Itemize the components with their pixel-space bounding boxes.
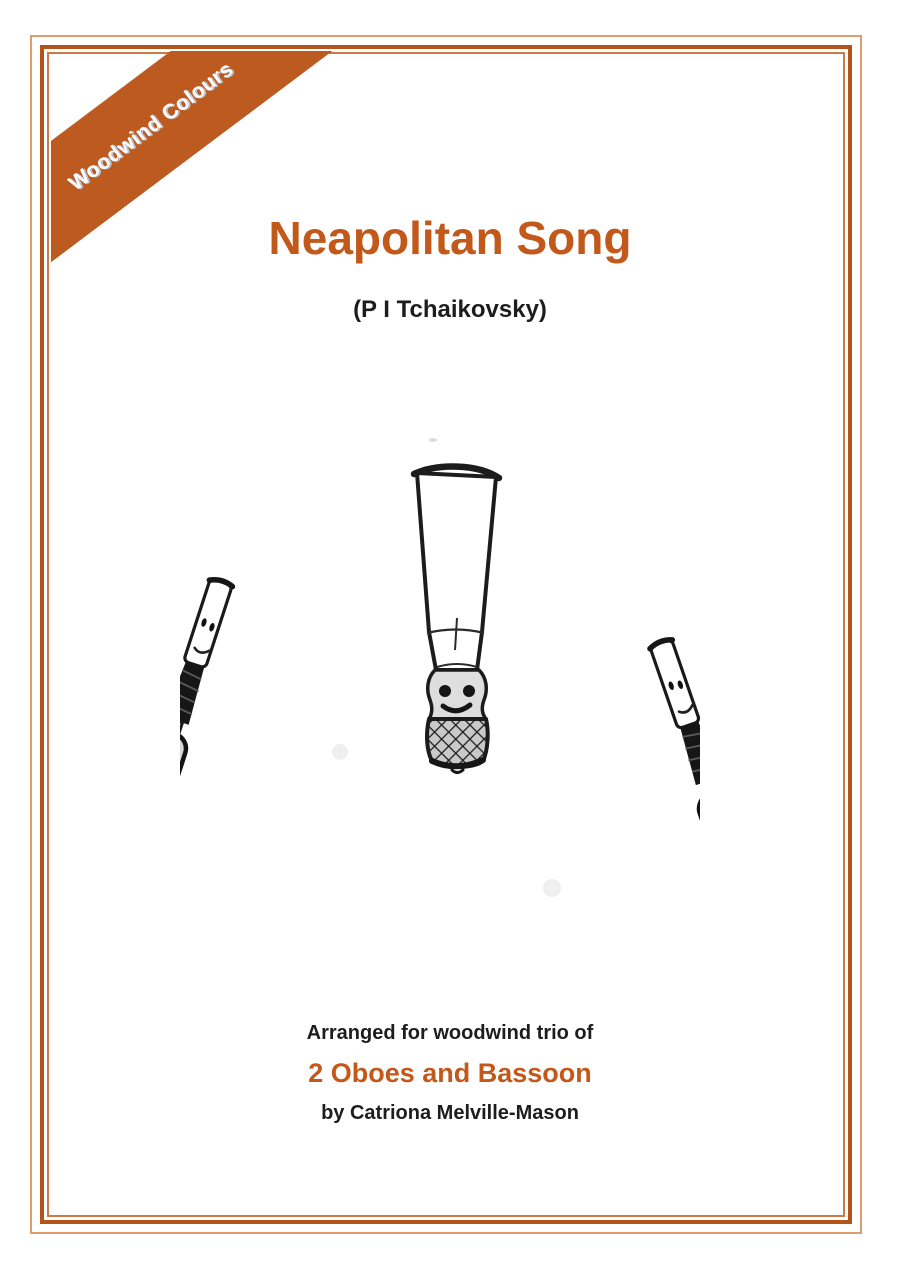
oboe-reed-left-drawing (180, 575, 239, 857)
series-ribbon-label: Woodwind Colours (64, 57, 238, 196)
reeds-illustration (180, 420, 700, 950)
arranger-credit-line: by Catriona Melville-Mason (321, 1102, 579, 1124)
bassoon-reed-right-eye (463, 685, 475, 697)
bassoon-reed-left-eye (439, 685, 451, 697)
oboe-reed-right-drawing (643, 636, 700, 917)
arranged-for-line: Arranged for woodwind trio of (306, 1022, 594, 1044)
instrumentation-line: 2 Oboes and Bassoon (308, 1058, 592, 1088)
scan-smudge (332, 744, 348, 760)
scan-smudge (543, 879, 561, 897)
page-title: Neapolitan Song (268, 212, 632, 264)
bassoon-reed-drawing (414, 467, 499, 773)
composer-credit: (P I Tchaikovsky) (353, 296, 547, 323)
scan-smudge (429, 438, 437, 442)
